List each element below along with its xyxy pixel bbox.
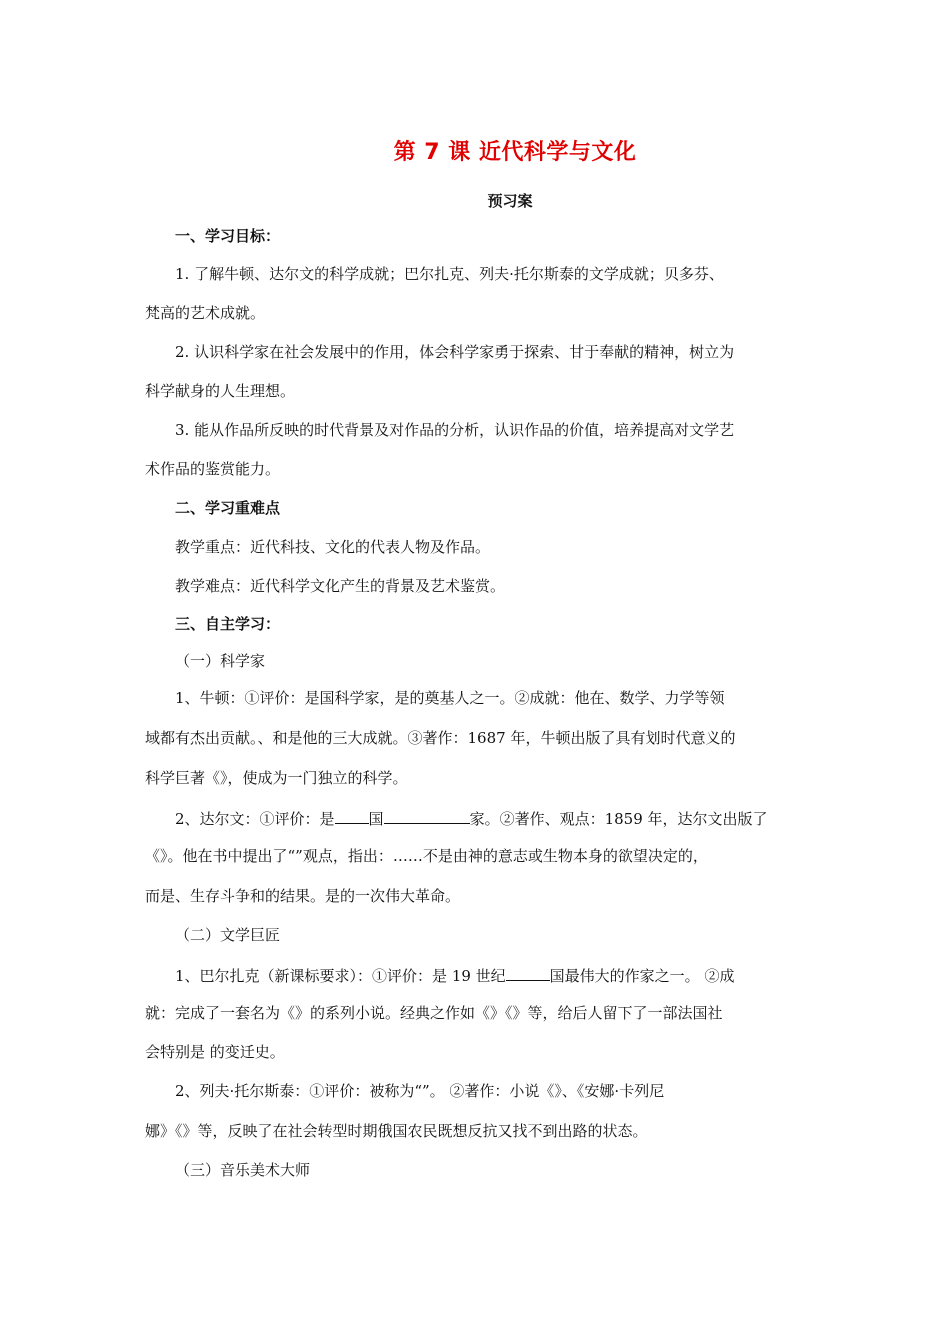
subsection-music-art: （三）音乐美术大师	[175, 1161, 311, 1179]
darwin-suffix: 家。②著作、观点：1859 年，达尔文出版了	[469, 810, 768, 828]
lesson-title: 第 7 课 近代科学与文化	[393, 140, 637, 165]
goal-3-line-2: 术作品的鉴赏能力。	[145, 460, 281, 478]
teaching-focus: 教学重点：近代科技、文化的代表人物及作品。	[175, 538, 491, 556]
darwin-country: 国	[368, 810, 384, 828]
darwin-line-2: 《》。他在书中提出了“”观点，指出：……不是由神的意志或生物本身的欲望决定的，	[145, 847, 708, 865]
darwin-line-1	[175, 807, 768, 829]
goal-3-line-1: 3. 能从作品所反映的时代背景及对作品的分析，认识作品的价值，培养提高对文学艺	[175, 421, 735, 439]
darwin-line-3: 而是、生存斗争和的结果。是的一次伟大革命。	[145, 887, 461, 905]
balzac-suffix: 国最伟大的作家之一。 ②成	[549, 967, 735, 985]
preview-subtitle: 预习案	[487, 192, 533, 210]
balzac-line-3: 会特别是 的变迁史。	[145, 1043, 285, 1061]
goal-1-line-2: 梵高的艺术成就。	[145, 304, 266, 322]
keys-heading: 二、学习重难点	[175, 499, 281, 517]
fill-blank[interactable]	[335, 807, 369, 824]
goal-1-line-1: 1. 了解牛顿、达尔文的科学成就；巴尔扎克、列夫·托尔斯泰的文学成就；贝多芬、	[175, 265, 724, 283]
goal-2-line-2: 科学献身的人生理想。	[145, 382, 296, 400]
fill-blank[interactable]	[506, 964, 550, 981]
balzac-line-1	[175, 964, 734, 986]
teaching-difficulty: 教学难点：近代科学文化产生的背景及艺术鉴赏。	[175, 577, 506, 595]
darwin-prefix: 2、达尔文：①评价：是	[175, 810, 335, 828]
subsection-literature: （二）文学巨匠	[175, 926, 281, 944]
self-study-heading: 三、自主学习：	[175, 615, 281, 633]
tolstoy-line-2: 娜》《》等，反映了在社会转型时期俄国农民既想反抗又找不到出路的状态。	[145, 1122, 648, 1140]
goals-heading: 一、学习目标：	[175, 227, 281, 245]
newton-line-2: 域都有杰出贡献。、和是他的三大成就。③著作：1687 年，牛顿出版了具有划时代意义的	[145, 729, 736, 747]
subsection-scientists: （一）科学家	[175, 652, 266, 670]
goal-2-line-1: 2. 认识科学家在社会发展中的作用，体会科学家勇于探索、甘于奉献的精神，树立为	[175, 343, 735, 361]
tolstoy-line-1: 2、列夫·托尔斯泰：①评价：被称为“”。 ②著作：小说《》、《安娜·卡列尼	[175, 1082, 665, 1100]
balzac-line-2: 就：完成了一套名为《》的系列小说。经典之作如《》《》等，给后人留下了一部法国社	[145, 1004, 723, 1022]
fill-blank[interactable]	[384, 807, 470, 824]
newton-line-3: 科学巨著《》，使成为一门独立的科学。	[145, 769, 408, 787]
newton-line-1: 1、牛顿：①评价：是国科学家，是的奠基人之一。②成就：他在、数学、力学等领	[175, 689, 725, 707]
balzac-prefix: 1、巴尔扎克（新课标要求）：①评价：是 19 世纪	[175, 967, 506, 985]
